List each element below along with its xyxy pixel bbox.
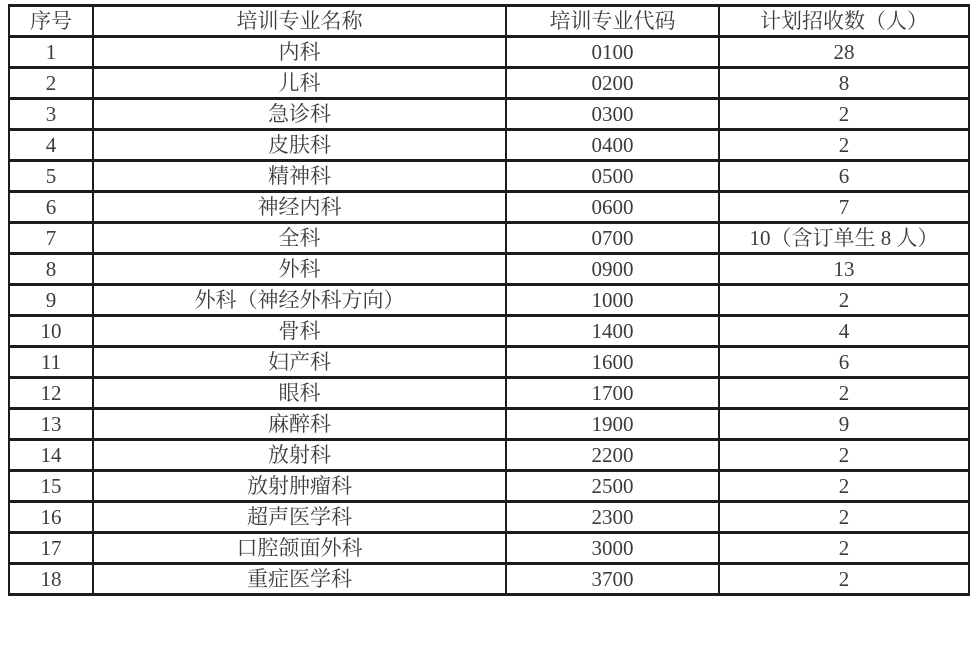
cell-serial-number: 16: [9, 502, 93, 533]
table-row: [9, 130, 969, 161]
cell-planned-enrollment: 28: [719, 37, 969, 68]
table-row: [9, 192, 969, 223]
cell-serial-number: 2: [9, 68, 93, 99]
cell-specialty-code: 1000: [506, 285, 719, 316]
cell-planned-enrollment: 4: [719, 316, 969, 347]
cell-specialty-name: 超声医学科: [93, 502, 506, 533]
cell-specialty-name: 内科: [93, 37, 506, 68]
cell-specialty-name: 骨科: [93, 316, 506, 347]
header-serial-number: 序号: [9, 6, 93, 37]
cell-specialty-code: 0500: [506, 161, 719, 192]
cell-specialty-name: 麻醉科: [93, 409, 506, 440]
cell-serial-number: 3: [9, 99, 93, 130]
cell-specialty-code: 0900: [506, 254, 719, 285]
table-body: [9, 37, 969, 595]
header-specialty-name: 培训专业名称: [93, 6, 506, 37]
cell-specialty-code: 0200: [506, 68, 719, 99]
cell-specialty-name: 儿科: [93, 68, 506, 99]
cell-specialty-code: 0100: [506, 37, 719, 68]
cell-specialty-name: 全科: [93, 223, 506, 254]
cell-specialty-name: 皮肤科: [93, 130, 506, 161]
cell-serial-number: 18: [9, 564, 93, 595]
cell-planned-enrollment: 9: [719, 409, 969, 440]
table-row: [9, 533, 969, 564]
table-row: [9, 99, 969, 130]
cell-planned-enrollment: 2: [719, 378, 969, 409]
table-row: [9, 564, 969, 595]
cell-specialty-code: 1600: [506, 347, 719, 378]
cell-specialty-code: 3000: [506, 533, 719, 564]
cell-specialty-name: 口腔颌面外科: [93, 533, 506, 564]
cell-specialty-name: 精神科: [93, 161, 506, 192]
cell-specialty-code: 0400: [506, 130, 719, 161]
cell-specialty-code: 2500: [506, 471, 719, 502]
header-specialty-code: 培训专业代码: [506, 6, 719, 37]
cell-serial-number: 15: [9, 471, 93, 502]
table-row: [9, 68, 969, 99]
header-planned-enrollment: 计划招收数（人）: [719, 6, 969, 37]
cell-specialty-code: 2200: [506, 440, 719, 471]
cell-planned-enrollment: 8: [719, 68, 969, 99]
cell-specialty-name: 急诊科: [93, 99, 506, 130]
table-row: [9, 440, 969, 471]
table-row: [9, 502, 969, 533]
table-row: [9, 254, 969, 285]
table-row: [9, 471, 969, 502]
cell-serial-number: 12: [9, 378, 93, 409]
cell-specialty-code: 1700: [506, 378, 719, 409]
cell-planned-enrollment: 2: [719, 130, 969, 161]
cell-planned-enrollment: 13: [719, 254, 969, 285]
cell-specialty-code: 0600: [506, 192, 719, 223]
cell-specialty-name: 重症医学科: [93, 564, 506, 595]
cell-planned-enrollment: 2: [719, 564, 969, 595]
cell-planned-enrollment: 2: [719, 471, 969, 502]
cell-specialty-code: 1400: [506, 316, 719, 347]
cell-specialty-name: 外科（神经外科方向）: [93, 285, 506, 316]
table-row: [9, 285, 969, 316]
cell-specialty-name: 妇产科: [93, 347, 506, 378]
cell-serial-number: 5: [9, 161, 93, 192]
cell-specialty-name: 外科: [93, 254, 506, 285]
cell-specialty-code: 3700: [506, 564, 719, 595]
cell-planned-enrollment: 2: [719, 99, 969, 130]
table-row: [9, 378, 969, 409]
cell-serial-number: 1: [9, 37, 93, 68]
cell-specialty-code: 0300: [506, 99, 719, 130]
cell-planned-enrollment: 2: [719, 533, 969, 564]
cell-serial-number: 6: [9, 192, 93, 223]
table-row: [9, 161, 969, 192]
cell-specialty-name: 眼科: [93, 378, 506, 409]
table-row: [9, 409, 969, 440]
cell-serial-number: 10: [9, 316, 93, 347]
cell-planned-enrollment: 6: [719, 347, 969, 378]
table-row: [9, 347, 969, 378]
cell-specialty-name: 神经内科: [93, 192, 506, 223]
cell-serial-number: 11: [9, 347, 93, 378]
cell-specialty-code: 1900: [506, 409, 719, 440]
cell-planned-enrollment: 2: [719, 440, 969, 471]
cell-specialty-name: 放射科: [93, 440, 506, 471]
cell-serial-number: 4: [9, 130, 93, 161]
cell-serial-number: 9: [9, 285, 93, 316]
training-specialty-table: [8, 4, 970, 596]
cell-serial-number: 14: [9, 440, 93, 471]
cell-specialty-code: 0700: [506, 223, 719, 254]
table-row: [9, 37, 969, 68]
table-row: [9, 223, 969, 254]
cell-serial-number: 17: [9, 533, 93, 564]
table-row: [9, 316, 969, 347]
cell-serial-number: 8: [9, 254, 93, 285]
cell-specialty-code: 2300: [506, 502, 719, 533]
cell-planned-enrollment: 6: [719, 161, 969, 192]
cell-planned-enrollment: 10（含订单生 8 人）: [719, 223, 969, 254]
training-specialty-table-wrap: [8, 4, 970, 596]
cell-planned-enrollment: 2: [719, 502, 969, 533]
cell-specialty-name: 放射肿瘤科: [93, 471, 506, 502]
cell-planned-enrollment: 2: [719, 285, 969, 316]
header-row: [9, 6, 969, 37]
cell-serial-number: 13: [9, 409, 93, 440]
cell-planned-enrollment: 7: [719, 192, 969, 223]
cell-serial-number: 7: [9, 223, 93, 254]
